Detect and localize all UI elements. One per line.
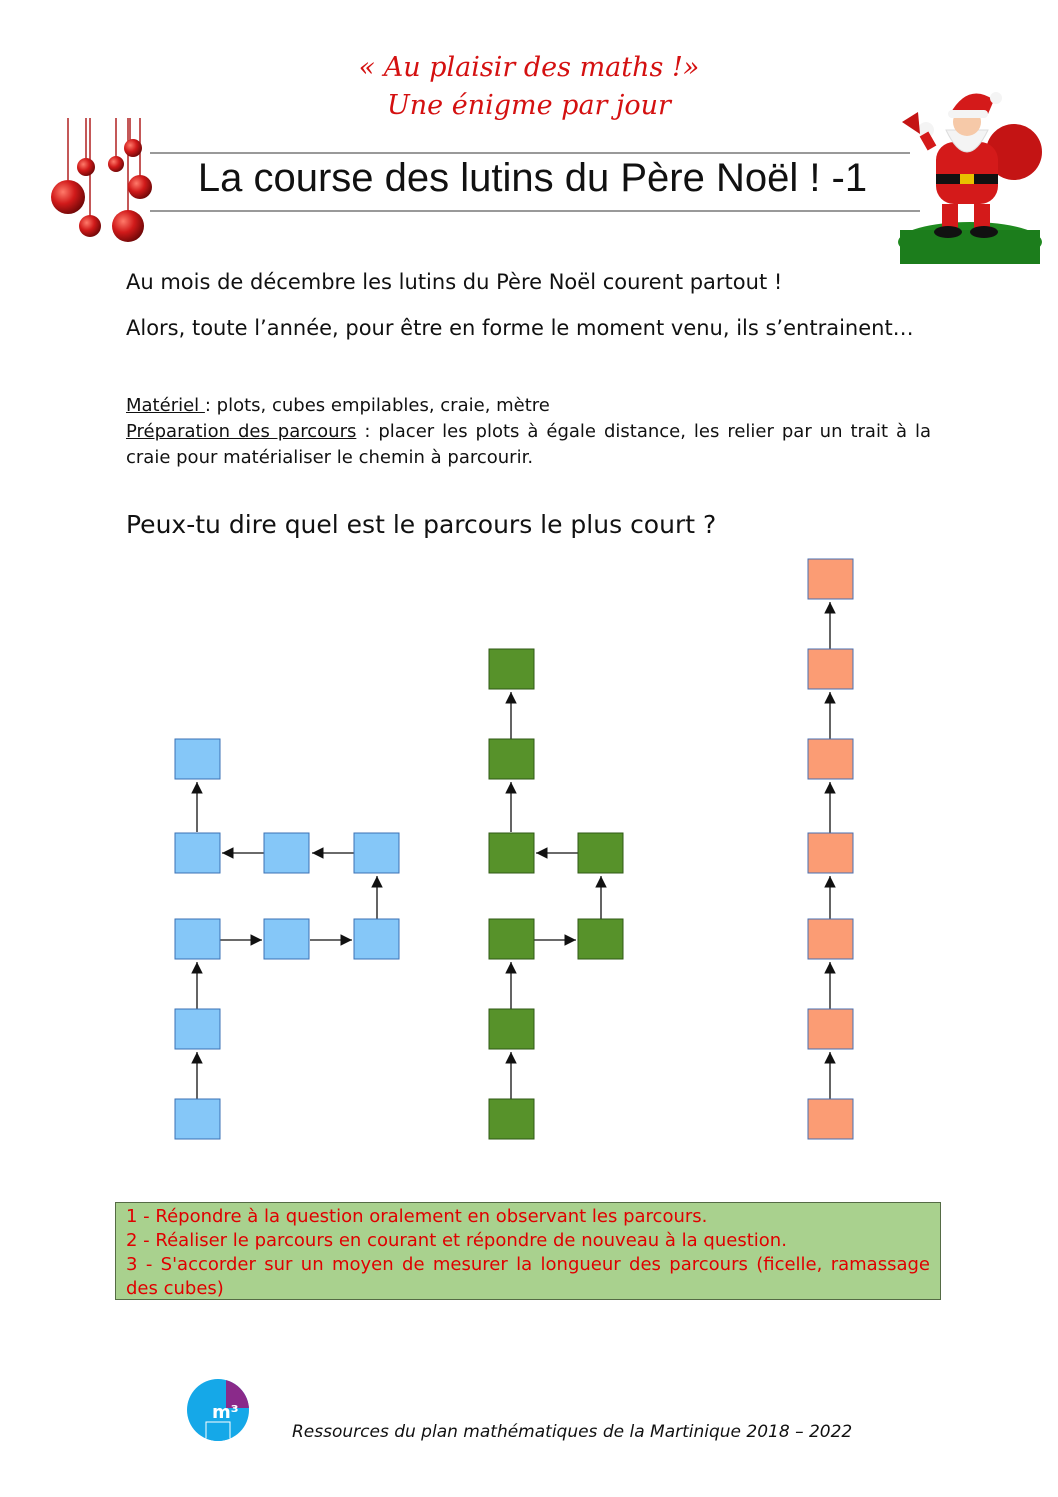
materiel-label: Matériel <box>126 395 205 416</box>
orange-block <box>808 559 853 599</box>
materiel-text: : plots, cubes empilables, craie, mètre <box>204 395 550 416</box>
orange-block <box>808 1099 853 1139</box>
blue-block <box>175 1009 220 1049</box>
green-block <box>578 919 623 959</box>
instruction-1: 1 - Répondre à la question oralement en observant les parcours. <box>126 1206 708 1227</box>
blue-block <box>175 1099 220 1139</box>
instruction-3: 3 - S'accorder sur un moyen de mesurer la longueur des parcours (ficelle, ramassage des cubes) <box>126 1254 930 1299</box>
m3-logo-text: m³ <box>212 1402 239 1423</box>
green-block <box>489 919 534 959</box>
orange-block <box>808 919 853 959</box>
orange-block <box>808 1009 853 1049</box>
orange-block <box>808 739 853 779</box>
question: Peux-tu dire quel est le parcours le plus court ? <box>126 510 717 539</box>
intro-paragraph-1: Au mois de décembre les lutins du Père Noël courent partout ! <box>126 270 783 294</box>
blue-block <box>264 919 309 959</box>
orange-block <box>808 649 853 689</box>
orange-path <box>808 559 853 1139</box>
m3-logo <box>186 1378 250 1442</box>
green-block <box>489 833 534 873</box>
blue-block <box>264 833 309 873</box>
blue-block <box>175 739 220 779</box>
instructions-box <box>115 1202 941 1300</box>
preparation-label: Préparation des parcours <box>126 421 357 442</box>
blue-path <box>175 739 399 1139</box>
page-title: La course des lutins du Père Noël ! -1 <box>197 156 868 200</box>
preparation-text: : placer les plots à égale distance, les relier par un trait à la craie pour matérialiser le chemin à parcourir. <box>126 421 931 468</box>
green-block <box>489 1009 534 1049</box>
green-block <box>489 649 534 689</box>
green-path <box>489 649 623 1139</box>
blue-block <box>354 833 399 873</box>
blue-block <box>175 919 220 959</box>
motto-line-2: Une énigme par jour <box>387 90 671 121</box>
instruction-2: 2 - Réaliser le parcours en courant et répondre de nouveau à la question. <box>126 1230 787 1251</box>
blue-block <box>354 919 399 959</box>
blue-block <box>175 833 220 873</box>
motto-line-1: « Au plaisir des maths !» <box>358 52 700 83</box>
orange-block <box>808 833 853 873</box>
green-block <box>489 739 534 779</box>
intro-paragraph-2: Alors, toute l’année, pour être en forme le moment venu, ils s’entrainent… <box>126 316 914 340</box>
green-block <box>578 833 623 873</box>
green-block <box>489 1099 534 1139</box>
footer-credit: Ressources du plan mathématiques de la Martinique 2018 – 2022 <box>292 1422 853 1442</box>
